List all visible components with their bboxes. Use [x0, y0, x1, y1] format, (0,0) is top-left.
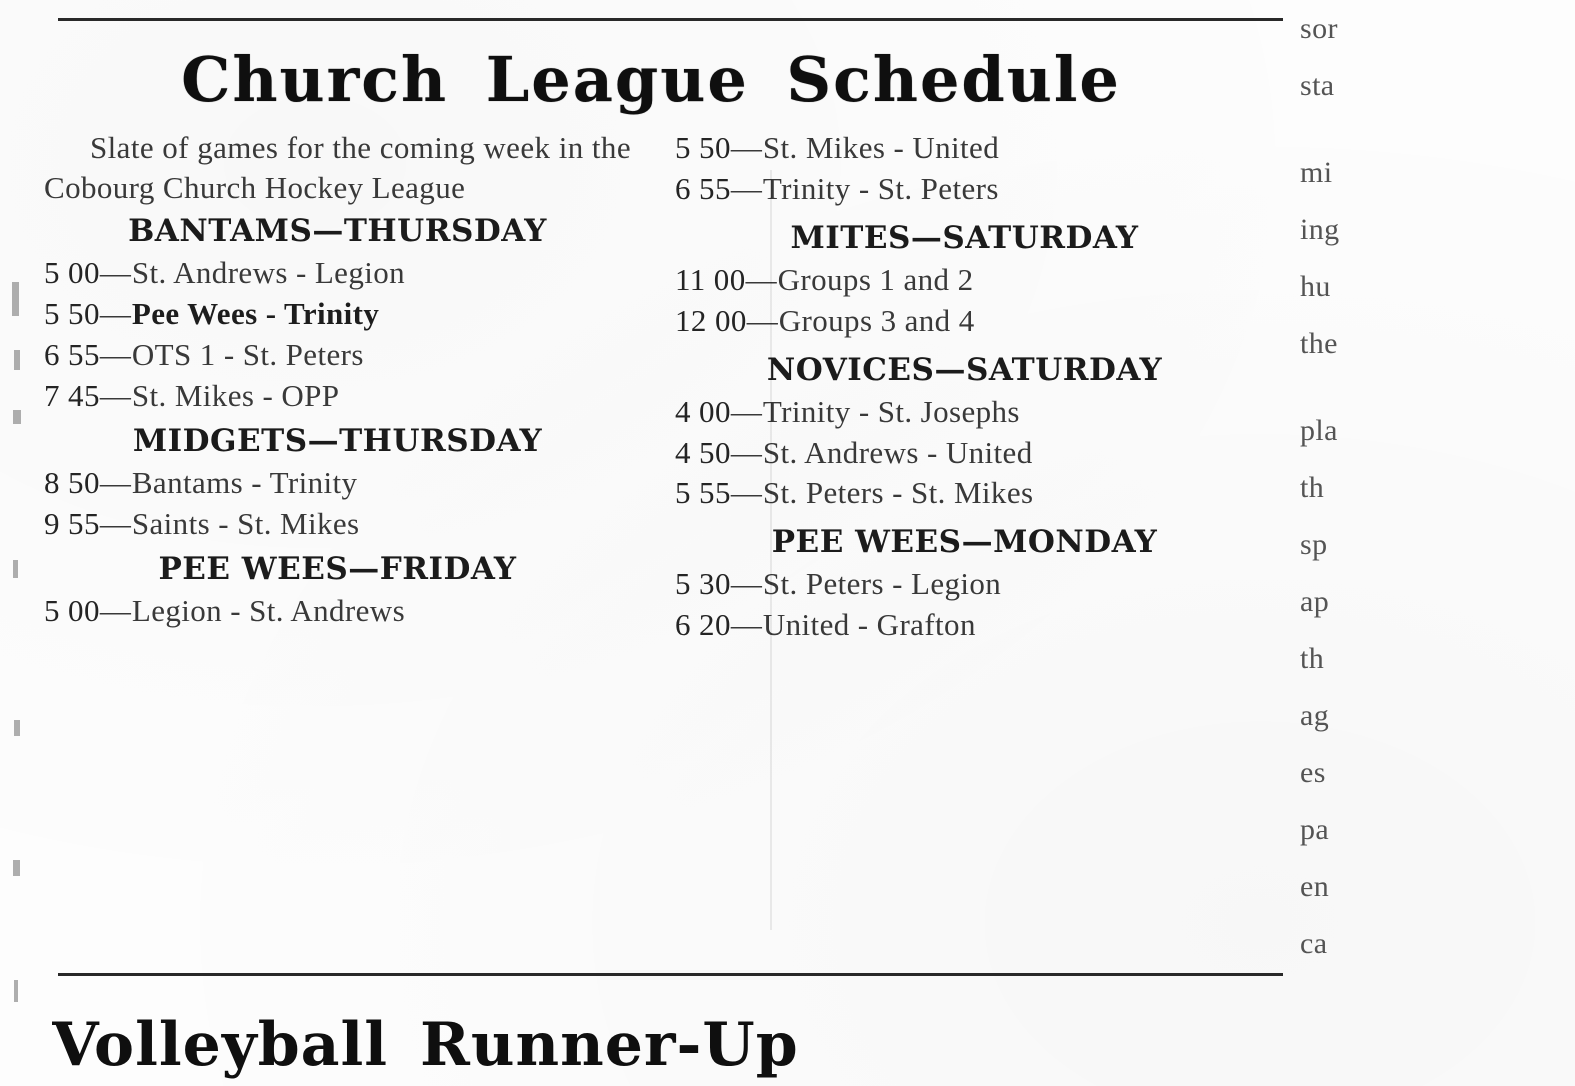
schedule-row: 4 50—St. Andrews - United: [675, 434, 1033, 470]
game-time: 6 55: [44, 337, 100, 373]
game-time: 9 55: [44, 505, 100, 541]
game-time: 4 50: [675, 434, 731, 470]
text-fragment: pla: [1300, 414, 1338, 447]
text-fragment: th: [1300, 471, 1325, 504]
left-gutter-marks: [8, 0, 34, 1086]
game-teams: St. Mikes - OPP: [131, 378, 340, 414]
text-fragment: pa: [1300, 813, 1330, 846]
game-time: 6 20: [675, 607, 731, 643]
schedule-row: 4 00—Trinity - St. Josephs: [675, 393, 1020, 429]
game-time: 5 30: [675, 566, 731, 602]
game-teams: St. Peters - St. Mikes: [762, 475, 1034, 511]
text-fragment: hu: [1300, 270, 1331, 303]
game-teams: St. Andrews - United: [762, 434, 1033, 470]
schedule-row: 5 00—Legion - St. Andrews: [44, 592, 406, 628]
game-teams: Trinity - St. Josephs: [762, 393, 1020, 429]
text-fragment: mi: [1300, 156, 1333, 189]
column-left: [44, 128, 631, 646]
text-fragment: the: [1300, 327, 1338, 360]
game-teams: Bantams - Trinity: [131, 464, 358, 500]
text-fragment: sor: [1300, 12, 1338, 45]
article-columns: [36, 128, 1266, 646]
schedule-row: 6 55—Trinity - St. Peters: [675, 170, 999, 206]
game-teams: United - Grafton: [762, 607, 976, 643]
next-article-headline: Volleyball Runner-Up: [52, 1010, 799, 1080]
game-teams: St. Mikes - United: [762, 130, 1000, 165]
schedule-row: 5 50—St. Mikes - United: [675, 130, 1000, 165]
game-time: 5 50: [675, 130, 731, 165]
schedule-row: 8 50—Bantams - Trinity: [44, 464, 358, 500]
article-lede: [44, 128, 631, 207]
game-time: 5 50: [44, 296, 100, 332]
division-heading-pee-wees-friday: PEE WEES—FRIDAY: [158, 550, 517, 587]
game-time: 12 00: [675, 302, 747, 338]
division-heading-bantams-thursday: BANTAMS—THURSDAY: [128, 213, 547, 250]
adjacent-column-text: [1300, 0, 1560, 1086]
division-heading-novices-saturday: NOVICES—SATURDAY: [766, 351, 1163, 388]
game-time: 8 50: [44, 464, 100, 500]
text-fragment: es: [1300, 756, 1326, 789]
schedule-row: 6 20—United - Grafton: [675, 607, 976, 643]
game-teams: Saints - St. Mikes: [131, 505, 360, 541]
schedule-row: 11 00—Groups 1 and 2: [675, 261, 974, 297]
schedule-row: 5 30—St. Peters - Legion: [675, 566, 1002, 602]
rule-top: [58, 18, 1283, 21]
schedule-row: 5 50—Pee Wees - Trinity: [44, 296, 380, 332]
schedule-row: 7 45—St. Mikes - OPP: [44, 378, 340, 414]
text-fragment: ing: [1300, 213, 1340, 246]
schedule-row: 5 00—St. Andrews - Legion: [44, 255, 406, 291]
game-time: 7 45: [44, 378, 100, 414]
text-fragment: ap: [1300, 585, 1330, 618]
lede-text: Slate of games for the coming week in the Cobourg Church Hockey League: [44, 130, 631, 205]
schedule-row: 12 00—Groups 3 and 4: [675, 302, 975, 338]
game-teams: St. Andrews - Legion: [131, 255, 406, 291]
rule-bottom: [58, 973, 1283, 976]
text-fragment: ca: [1300, 927, 1328, 960]
text-fragment: ag: [1300, 699, 1330, 732]
division-heading-pee-wees-monday: PEE WEES—MONDAY: [771, 524, 1158, 561]
game-time: 6 55: [675, 170, 731, 206]
division-heading-mites-saturday: MITES—SATURDAY: [790, 219, 1139, 256]
division-heading-midgets-thursday: MIDGETS—THURSDAY: [132, 422, 543, 459]
text-fragment: sta: [1300, 69, 1335, 102]
game-time: 4 00: [675, 393, 731, 429]
game-teams: Legion - St. Andrews: [131, 592, 406, 628]
game-time: 11 00: [675, 261, 746, 297]
schedule-row: 5 55—St. Peters - St. Mikes: [675, 475, 1034, 511]
column-divider: [770, 170, 772, 930]
game-time: 5 55: [675, 475, 731, 511]
game-teams: Pee Wees - Trinity: [131, 296, 380, 332]
game-teams: Trinity - St. Peters: [762, 170, 999, 206]
game-time: 5 00: [44, 255, 100, 291]
game-teams: Groups 1 and 2: [777, 261, 974, 297]
schedule-row: 9 55—Saints - St. Mikes: [44, 505, 360, 541]
game-teams: St. Peters - Legion: [762, 566, 1002, 602]
text-fragment: en: [1300, 870, 1330, 903]
text-fragment: th: [1300, 642, 1325, 675]
article-church-league-schedule: [36, 18, 1266, 993]
page-title: Church League Schedule: [181, 43, 1121, 116]
game-time: 5 00: [44, 592, 100, 628]
game-teams: OTS 1 - St. Peters: [131, 337, 364, 373]
game-teams: Groups 3 and 4: [778, 302, 975, 338]
text-fragment: sp: [1300, 528, 1328, 561]
schedule-row: 6 55—OTS 1 - St. Peters: [44, 337, 364, 373]
column-right: [671, 128, 1258, 646]
